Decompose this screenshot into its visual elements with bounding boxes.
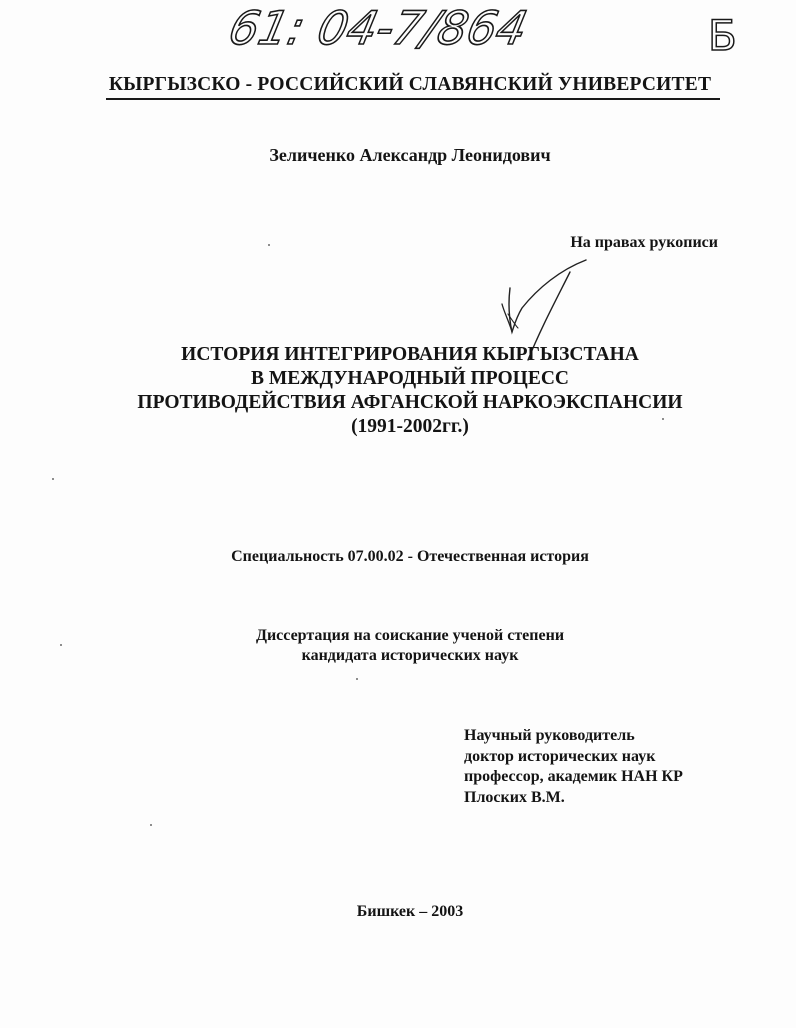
title-line-2: В МЕЖДУНАРОДНЫЙ ПРОЦЕСС — [250, 368, 570, 389]
title-line-4: (1991-2002гг.) — [351, 416, 469, 437]
advisor-line-2: доктор исторических наук — [464, 747, 656, 765]
advisor-line-1: Научный руководитель — [464, 727, 635, 744]
scan-speck — [150, 824, 152, 826]
degree-statement — [160, 626, 660, 666]
title-line-1: ИСТОРИЯ ИНТЕГРИРОВАНИЯ КЫРГЫЗСТАНА — [181, 344, 639, 365]
scientific-advisor — [464, 726, 764, 808]
corner-mark-drawing — [702, 6, 742, 62]
degree-line-1: Диссертация на соискание ученой степени — [255, 627, 565, 644]
scan-speck — [60, 644, 62, 646]
rights-notice: На правах рукописи — [570, 234, 718, 251]
handwritten-archive-code-drawing — [228, 0, 528, 62]
handwritten-archive-code-text: 61: 04-7/864 — [228, 1, 528, 55]
specialty-line: Специальность 07.00.02 - Отечественная история — [231, 548, 589, 565]
scan-speck — [52, 478, 54, 480]
scan-speck — [662, 418, 664, 420]
advisor-line-3: профессор, академик НАН КР — [464, 768, 683, 785]
city-and-year: Бишкек – 2003 — [356, 903, 464, 920]
university-underline — [106, 98, 720, 100]
scan-speck — [356, 678, 358, 680]
title-line-3: ПРОТИВОДЕЙСТВИЯ АФГАНСКОЙ НАРКОЭКСПАНСИИ — [137, 392, 683, 413]
handwritten-archive-code — [228, 0, 528, 62]
advisor-line-4: Плоских В.М. — [464, 788, 565, 806]
dissertation-title — [60, 343, 760, 439]
university-name: КЫРГЫЗСКО - РОССИЙСКИЙ СЛАВЯНСКИЙ УНИВЕРСИТЕТ — [108, 74, 712, 95]
corner-mark-text: Б — [708, 11, 737, 60]
handwritten-corner-mark — [702, 6, 742, 62]
scan-speck — [268, 244, 270, 246]
degree-line-2: кандидата исторических наук — [301, 647, 519, 664]
author-name: Зеличенко Александр Леонидович — [269, 145, 551, 165]
